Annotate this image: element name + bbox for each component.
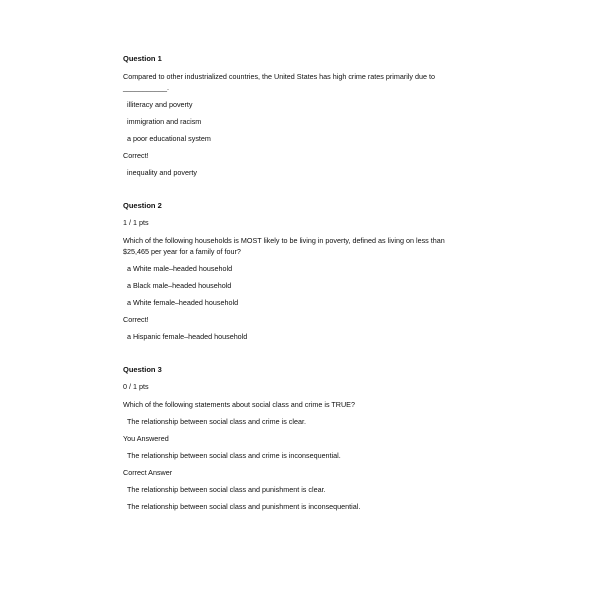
question-score: 1 / 1 pts — [123, 218, 149, 227]
answer-option[interactable]: immigration and racism — [127, 117, 202, 126]
question-text-blank: ___________. — [123, 83, 169, 92]
question-title: Question 1 — [123, 54, 162, 63]
question-text-line: Which of the following households is MOST likely to be living in poverty, defined as living on less than — [123, 236, 445, 245]
answer-option[interactable]: a poor educational system — [127, 134, 211, 143]
answer-option-correct[interactable]: The relationship between social class and punishment is clear. — [127, 485, 326, 494]
question-text-line: $25,465 per year for a family of four? — [123, 247, 241, 256]
answer-option-correct[interactable]: a Hispanic female–headed household — [127, 332, 248, 341]
question-text — [123, 235, 483, 257]
question-text: Which of the following statements about social class and crime is TRUE? — [123, 400, 355, 409]
quiz-results — [123, 54, 483, 512]
you-answered-label: You Answered — [123, 434, 169, 443]
answer-option[interactable]: The relationship between social class and punishment is inconsequential. — [127, 502, 361, 511]
answer-option-correct[interactable]: inequality and poverty — [127, 168, 197, 177]
correct-label: Correct! — [123, 315, 149, 324]
answer-option[interactable]: illiteracy and poverty — [127, 100, 193, 109]
answer-option[interactable]: a White male–headed household — [127, 264, 233, 273]
question-title: Question 3 — [123, 365, 162, 374]
answer-option[interactable]: a Black male–headed household — [127, 281, 232, 290]
question-1 — [123, 54, 483, 178]
question-text — [123, 71, 483, 93]
question-2 — [123, 201, 483, 342]
question-text-line: Compared to other industrialized countries, the United States has high crime rates primarily due to — [123, 72, 436, 81]
question-title: Question 2 — [123, 201, 162, 210]
answer-option[interactable]: The relationship between social class and crime is clear. — [127, 417, 306, 426]
question-score: 0 / 1 pts — [123, 382, 149, 391]
correct-answer-label: Correct Answer — [123, 468, 173, 477]
correct-label: Correct! — [123, 151, 149, 160]
question-3 — [123, 365, 483, 512]
answer-option-selected[interactable]: The relationship between social class and crime is inconsequential. — [127, 451, 341, 460]
answer-option[interactable]: a White female–headed household — [127, 298, 239, 307]
